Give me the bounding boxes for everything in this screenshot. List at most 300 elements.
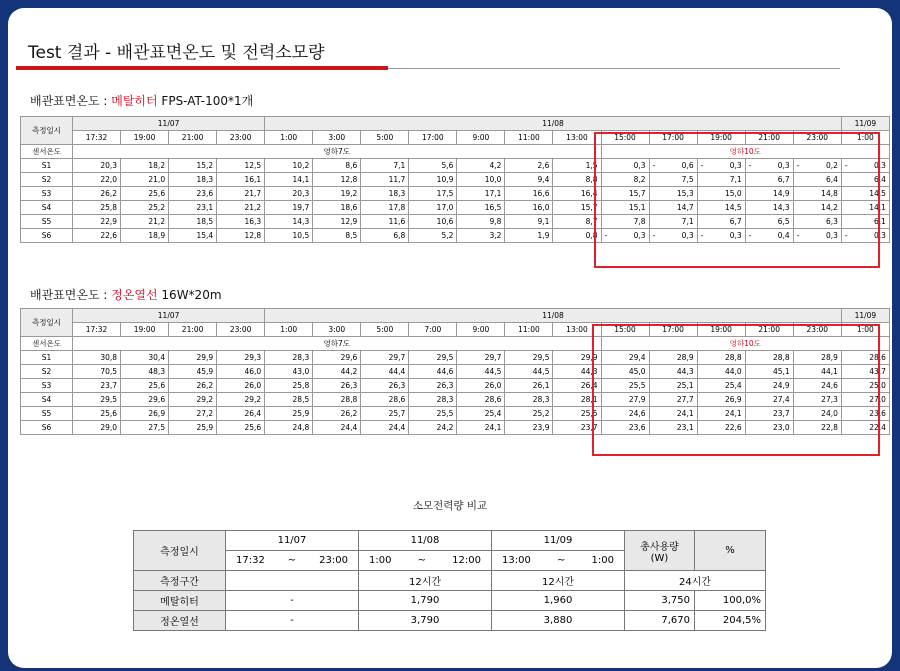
table-row bbox=[21, 187, 890, 201]
percent-header: % bbox=[695, 531, 766, 571]
data-cell: 26,1 bbox=[505, 379, 553, 393]
data-cell: 22,9 bbox=[73, 215, 121, 229]
data-cell: 46,0 bbox=[217, 365, 265, 379]
data-cell: 18,3 bbox=[169, 173, 217, 187]
data-cell: 25,2 bbox=[121, 201, 169, 215]
data-cell: 21,2 bbox=[121, 215, 169, 229]
total-label-line2: (W) bbox=[650, 552, 669, 564]
data-cell: 7,1 bbox=[361, 159, 409, 173]
data-cell: 7,5 bbox=[649, 173, 697, 187]
data-cell: 0,3 bbox=[601, 159, 649, 173]
data-cell bbox=[697, 229, 745, 243]
data-cell: 29,0 bbox=[73, 421, 121, 435]
data-cell: 28,9 bbox=[793, 351, 841, 365]
sensor-header: 센서온도 bbox=[21, 145, 73, 159]
data-cell: 44,2 bbox=[313, 365, 361, 379]
data-cell: 25,7 bbox=[361, 407, 409, 421]
slide bbox=[8, 8, 892, 668]
data-cell: 28,8 bbox=[745, 351, 793, 365]
page-title: Test 결과 - 배관표면온도 및 전력소모량 bbox=[28, 43, 325, 63]
data-cell: 15,3 bbox=[649, 187, 697, 201]
data-cell: 48,3 bbox=[121, 365, 169, 379]
time-header: 23:00 bbox=[793, 131, 841, 145]
data-cell bbox=[697, 159, 745, 173]
period-range bbox=[359, 551, 492, 571]
data-cell: 45,1 bbox=[745, 365, 793, 379]
data-cell: 20,3 bbox=[73, 159, 121, 173]
data-cell: 45,0 bbox=[601, 365, 649, 379]
data-cell: 27,2 bbox=[169, 407, 217, 421]
data-cell: 18,6 bbox=[313, 201, 361, 215]
date-header: 11/07 bbox=[73, 117, 265, 131]
data-cell: 8,2 bbox=[601, 173, 649, 187]
data-cell bbox=[601, 229, 649, 243]
cell-value: 0,2 bbox=[825, 161, 838, 170]
cell-value: 0,3 bbox=[729, 161, 742, 170]
sensor-label: S2 bbox=[21, 365, 73, 379]
minus-sign: - bbox=[604, 231, 608, 240]
data-cell: 44,4 bbox=[361, 365, 409, 379]
time-header: 17:32 bbox=[73, 131, 121, 145]
data-cell: 25,5 bbox=[601, 379, 649, 393]
heat-cable-subtitle bbox=[30, 286, 222, 303]
data-cell: 15,7 bbox=[601, 187, 649, 201]
comparison-cell: 204,5% bbox=[695, 611, 766, 631]
data-cell: 23,7 bbox=[553, 421, 601, 435]
data-cell: 28,6 bbox=[457, 393, 505, 407]
comparison-cell: - bbox=[226, 611, 359, 631]
sensor-label: S6 bbox=[21, 421, 73, 435]
data-cell: 23,6 bbox=[601, 421, 649, 435]
data-cell bbox=[841, 159, 889, 173]
period-date: 11/09 bbox=[492, 531, 625, 551]
time-header: 19:00 bbox=[697, 131, 745, 145]
data-cell: 70,5 bbox=[73, 365, 121, 379]
time-header: 1:00 bbox=[841, 131, 889, 145]
data-cell: 29,5 bbox=[73, 393, 121, 407]
data-cell: 5,6 bbox=[409, 159, 457, 173]
data-cell: 27,4 bbox=[745, 393, 793, 407]
minus-sign: - bbox=[748, 231, 752, 240]
data-cell: 28,3 bbox=[265, 351, 313, 365]
data-cell: 23,1 bbox=[169, 201, 217, 215]
data-cell: 29,2 bbox=[217, 393, 265, 407]
data-cell: 43,7 bbox=[841, 365, 889, 379]
data-cell: 21,0 bbox=[121, 173, 169, 187]
subtitle-prefix: 배관표면온도 : bbox=[30, 288, 112, 302]
data-cell: 8,6 bbox=[313, 159, 361, 173]
data-cell: 26,3 bbox=[409, 379, 457, 393]
comparison-header-label: 측정일시 bbox=[134, 531, 226, 571]
period-date: 11/08 bbox=[359, 531, 492, 551]
time-header: 3:00 bbox=[313, 323, 361, 337]
time-header: 17:00 bbox=[649, 131, 697, 145]
data-cell: 25,9 bbox=[265, 407, 313, 421]
sensor-label: S6 bbox=[21, 229, 73, 243]
period-end: 1:00 bbox=[591, 555, 614, 566]
data-cell: 21,7 bbox=[217, 187, 265, 201]
data-cell: 10,6 bbox=[409, 215, 457, 229]
sensor-label: S5 bbox=[21, 215, 73, 229]
time-header: 21:00 bbox=[169, 323, 217, 337]
data-cell: 44,3 bbox=[649, 365, 697, 379]
data-cell: 25,4 bbox=[697, 379, 745, 393]
interval-value: 12시간 bbox=[359, 571, 492, 591]
data-cell: 14,5 bbox=[697, 201, 745, 215]
data-cell: 8,8 bbox=[553, 173, 601, 187]
data-cell: 24,0 bbox=[793, 407, 841, 421]
minus-sign: - bbox=[652, 231, 656, 240]
data-cell: 16,3 bbox=[217, 215, 265, 229]
period-range bbox=[226, 551, 359, 571]
date-header: 11/09 bbox=[841, 117, 889, 131]
table-row bbox=[21, 159, 890, 173]
cell-value: 0,3 bbox=[873, 231, 886, 240]
date-header: 11/08 bbox=[265, 117, 842, 131]
data-cell: 26,3 bbox=[361, 379, 409, 393]
comparison-table bbox=[133, 530, 766, 631]
data-cell: 6,5 bbox=[745, 215, 793, 229]
heat-cable-table bbox=[20, 308, 890, 435]
data-cell: 14,1 bbox=[265, 173, 313, 187]
data-cell: 27,9 bbox=[601, 393, 649, 407]
data-cell: 29,7 bbox=[361, 351, 409, 365]
data-cell: 6,8 bbox=[361, 229, 409, 243]
minus-sign: - bbox=[796, 231, 800, 240]
data-cell: 16,1 bbox=[217, 173, 265, 187]
cell-value: 0,3 bbox=[777, 161, 790, 170]
period-start: 1:00 bbox=[369, 555, 392, 566]
interval-value: 12시간 bbox=[492, 571, 625, 591]
data-cell: 24,6 bbox=[601, 407, 649, 421]
data-cell: 11,6 bbox=[361, 215, 409, 229]
interval-value: 24시간 bbox=[625, 571, 766, 591]
period-start: 13:00 bbox=[502, 555, 531, 566]
period-range-wrap bbox=[363, 555, 487, 566]
data-cell: 17,8 bbox=[361, 201, 409, 215]
condition-right: 영하10도 bbox=[601, 337, 889, 351]
comparison-row bbox=[134, 611, 766, 631]
data-cell: 25,6 bbox=[121, 379, 169, 393]
data-cell: 14,3 bbox=[745, 201, 793, 215]
data-cell: 26,9 bbox=[697, 393, 745, 407]
time-header: 23:00 bbox=[793, 323, 841, 337]
table-row bbox=[21, 379, 890, 393]
data-cell: 5,2 bbox=[409, 229, 457, 243]
data-cell: 28,6 bbox=[361, 393, 409, 407]
row-header-label: 측정일시 bbox=[21, 309, 73, 337]
data-cell: 18,5 bbox=[169, 215, 217, 229]
comparison-cell: 3,790 bbox=[359, 611, 492, 631]
comparison-row-label: 정온열선 bbox=[134, 611, 226, 631]
metal-heater-subtitle bbox=[30, 92, 253, 109]
time-header: 21:00 bbox=[169, 131, 217, 145]
comparison-cell: 7,670 bbox=[625, 611, 695, 631]
data-cell: 18,3 bbox=[361, 187, 409, 201]
comparison-cell: 3,880 bbox=[492, 611, 625, 631]
data-cell: 15,1 bbox=[601, 201, 649, 215]
data-cell: 10,0 bbox=[457, 173, 505, 187]
data-cell bbox=[745, 229, 793, 243]
data-cell: 22,6 bbox=[73, 229, 121, 243]
data-cell: 44,5 bbox=[505, 365, 553, 379]
period-date: 11/07 bbox=[226, 531, 359, 551]
data-cell: 26,3 bbox=[313, 379, 361, 393]
data-cell: 23,9 bbox=[505, 421, 553, 435]
data-cell: 27,0 bbox=[841, 393, 889, 407]
data-cell: 29,5 bbox=[409, 351, 457, 365]
data-cell: 16,5 bbox=[457, 201, 505, 215]
data-cell: 26,2 bbox=[313, 407, 361, 421]
cell-value: 0,3 bbox=[873, 161, 886, 170]
time-header: 7:00 bbox=[409, 323, 457, 337]
data-cell: 28,5 bbox=[265, 393, 313, 407]
data-cell: 29,5 bbox=[505, 351, 553, 365]
data-cell: 15,0 bbox=[697, 187, 745, 201]
data-cell: 25,9 bbox=[169, 421, 217, 435]
data-cell: 12,5 bbox=[217, 159, 265, 173]
data-cell: 12,8 bbox=[217, 229, 265, 243]
data-cell bbox=[649, 159, 697, 173]
data-cell: 44,0 bbox=[697, 365, 745, 379]
data-cell: 25,6 bbox=[217, 421, 265, 435]
condition-left: 영하7도 bbox=[73, 145, 602, 159]
data-cell: 6,4 bbox=[793, 173, 841, 187]
time-header: 23:00 bbox=[217, 131, 265, 145]
data-cell: 29,4 bbox=[601, 351, 649, 365]
data-cell: 25,2 bbox=[505, 407, 553, 421]
data-cell: 24,4 bbox=[361, 421, 409, 435]
table-row bbox=[21, 201, 890, 215]
table-row bbox=[21, 173, 890, 187]
data-cell: 29,6 bbox=[121, 393, 169, 407]
data-cell: 14,1 bbox=[841, 201, 889, 215]
row-header-label: 측정일시 bbox=[21, 117, 73, 145]
data-cell: 16,4 bbox=[553, 187, 601, 201]
data-cell: 43,0 bbox=[265, 365, 313, 379]
comparison-title: 소모전력량 비교 bbox=[412, 500, 488, 512]
table-row bbox=[21, 351, 890, 365]
data-cell: 19,7 bbox=[265, 201, 313, 215]
metal-heater-table bbox=[20, 116, 890, 243]
period-start: 17:32 bbox=[236, 555, 265, 566]
subtitle-highlight: 메탈히터 bbox=[111, 94, 158, 108]
data-cell: 6,4 bbox=[841, 173, 889, 187]
time-header: 13:00 bbox=[553, 323, 601, 337]
period-range-wrap bbox=[230, 555, 354, 566]
data-cell: 23,7 bbox=[745, 407, 793, 421]
data-cell: 22,0 bbox=[73, 173, 121, 187]
data-cell: 28,8 bbox=[313, 393, 361, 407]
data-cell: 29,9 bbox=[553, 351, 601, 365]
data-cell: 19,2 bbox=[313, 187, 361, 201]
total-usage-header bbox=[625, 531, 695, 571]
time-header: 19:00 bbox=[697, 323, 745, 337]
time-header: 17:00 bbox=[409, 131, 457, 145]
sensor-header: 센서온도 bbox=[21, 337, 73, 351]
data-cell: 24,1 bbox=[457, 421, 505, 435]
time-header: 23:00 bbox=[217, 323, 265, 337]
data-cell: 25,1 bbox=[649, 379, 697, 393]
period-end: 12:00 bbox=[452, 555, 481, 566]
period-end: 23:00 bbox=[319, 555, 348, 566]
data-cell: 10,5 bbox=[265, 229, 313, 243]
data-cell: 12,9 bbox=[313, 215, 361, 229]
time-header: 21:00 bbox=[745, 323, 793, 337]
table-row bbox=[21, 421, 890, 435]
data-cell: 2,6 bbox=[505, 159, 553, 173]
data-cell: 17,5 bbox=[409, 187, 457, 201]
data-cell: 26,4 bbox=[553, 379, 601, 393]
time-header: 9:00 bbox=[457, 323, 505, 337]
data-cell: 8,5 bbox=[313, 229, 361, 243]
data-cell: 7,1 bbox=[649, 215, 697, 229]
comparison-cell: 3,750 bbox=[625, 591, 695, 611]
data-cell: 24,9 bbox=[745, 379, 793, 393]
data-cell: 28,6 bbox=[841, 351, 889, 365]
date-header: 11/09 bbox=[841, 309, 889, 323]
data-cell: 29,3 bbox=[217, 351, 265, 365]
data-cell: 25,8 bbox=[265, 379, 313, 393]
data-cell: 14,8 bbox=[793, 187, 841, 201]
minus-sign: - bbox=[844, 231, 848, 240]
comparison-cell: 1,790 bbox=[359, 591, 492, 611]
time-header: 5:00 bbox=[361, 323, 409, 337]
time-header: 9:00 bbox=[457, 131, 505, 145]
data-cell: 17,1 bbox=[457, 187, 505, 201]
data-cell: 44,6 bbox=[409, 365, 457, 379]
subtitle-suffix: FPS-AT-100*1개 bbox=[157, 94, 254, 108]
data-cell: 25,6 bbox=[121, 187, 169, 201]
time-header: 1:00 bbox=[841, 323, 889, 337]
data-cell: 28,8 bbox=[697, 351, 745, 365]
minus-sign: - bbox=[748, 161, 752, 170]
data-cell: 29,9 bbox=[169, 351, 217, 365]
data-cell: 9,8 bbox=[457, 215, 505, 229]
sensor-label: S3 bbox=[21, 187, 73, 201]
data-cell: 6,3 bbox=[793, 215, 841, 229]
data-cell: 18,2 bbox=[121, 159, 169, 173]
period-tilde: ~ bbox=[417, 555, 427, 566]
time-header: 5:00 bbox=[361, 131, 409, 145]
data-cell: 4,2 bbox=[457, 159, 505, 173]
time-header: 21:00 bbox=[745, 131, 793, 145]
condition-left: 영하7도 bbox=[73, 337, 602, 351]
data-cell: 15,2 bbox=[169, 159, 217, 173]
table-row bbox=[21, 215, 890, 229]
time-header: 15:00 bbox=[601, 323, 649, 337]
data-cell: 29,6 bbox=[313, 351, 361, 365]
sensor-label: S1 bbox=[21, 159, 73, 173]
title-underline-gray bbox=[388, 68, 840, 69]
data-cell: 44,5 bbox=[457, 365, 505, 379]
data-cell: 23,6 bbox=[841, 407, 889, 421]
data-cell: 26,4 bbox=[217, 407, 265, 421]
minus-sign: - bbox=[844, 161, 848, 170]
time-header: 17:00 bbox=[649, 323, 697, 337]
sensor-label: S4 bbox=[21, 393, 73, 407]
data-cell: 25,0 bbox=[841, 379, 889, 393]
data-cell: 25,8 bbox=[73, 201, 121, 215]
period-range bbox=[492, 551, 625, 571]
data-cell: 1,9 bbox=[505, 229, 553, 243]
data-cell: 20,3 bbox=[265, 187, 313, 201]
data-cell: 7,1 bbox=[697, 173, 745, 187]
data-cell: 28,3 bbox=[505, 393, 553, 407]
data-cell: 14,7 bbox=[649, 201, 697, 215]
cell-value: 0,6 bbox=[681, 161, 694, 170]
data-cell: 11,7 bbox=[361, 173, 409, 187]
condition-right: 영하10도 bbox=[601, 145, 889, 159]
sensor-label: S3 bbox=[21, 379, 73, 393]
data-cell: 29,7 bbox=[457, 351, 505, 365]
comparison-row bbox=[134, 591, 766, 611]
total-label-line1: 총사용량 bbox=[640, 541, 679, 553]
data-cell: 28,3 bbox=[409, 393, 457, 407]
comparison-cell: 100,0% bbox=[695, 591, 766, 611]
data-cell: 23,7 bbox=[73, 379, 121, 393]
data-cell: 17,0 bbox=[409, 201, 457, 215]
data-cell: 6,7 bbox=[745, 173, 793, 187]
cell-value: 0,3 bbox=[825, 231, 838, 240]
title-underline-red bbox=[16, 66, 388, 70]
data-cell: 23,0 bbox=[745, 421, 793, 435]
table-row bbox=[21, 407, 890, 421]
time-header: 3:00 bbox=[313, 131, 361, 145]
minus-sign: - bbox=[700, 231, 704, 240]
data-cell: 24,1 bbox=[697, 407, 745, 421]
data-cell bbox=[649, 229, 697, 243]
data-cell bbox=[793, 159, 841, 173]
data-cell: 14,3 bbox=[265, 215, 313, 229]
data-cell: 44,3 bbox=[553, 365, 601, 379]
time-header: 11:00 bbox=[505, 131, 553, 145]
date-header: 11/07 bbox=[73, 309, 265, 323]
data-cell: 14,2 bbox=[793, 201, 841, 215]
period-tilde: ~ bbox=[287, 555, 297, 566]
data-cell: 27,7 bbox=[649, 393, 697, 407]
data-cell: 15,7 bbox=[553, 201, 601, 215]
minus-sign: - bbox=[796, 161, 800, 170]
data-cell bbox=[745, 159, 793, 173]
data-cell: 24,6 bbox=[793, 379, 841, 393]
time-header: 1:00 bbox=[265, 131, 313, 145]
data-cell: 8,7 bbox=[553, 215, 601, 229]
interval-label: 측정구간 bbox=[134, 571, 226, 591]
data-cell: 22,8 bbox=[793, 421, 841, 435]
time-header: 17:32 bbox=[73, 323, 121, 337]
data-cell: 26,9 bbox=[121, 407, 169, 421]
sensor-label: S4 bbox=[21, 201, 73, 215]
data-cell: 24,8 bbox=[265, 421, 313, 435]
data-cell: 27,3 bbox=[793, 393, 841, 407]
sensor-label: S1 bbox=[21, 351, 73, 365]
data-cell: 23,1 bbox=[649, 421, 697, 435]
data-cell: 26,2 bbox=[73, 187, 121, 201]
time-header: 19:00 bbox=[121, 323, 169, 337]
data-cell: 1,5 bbox=[553, 159, 601, 173]
data-cell: 0,8 bbox=[553, 229, 601, 243]
interval-value bbox=[226, 571, 359, 591]
cell-value: 0,3 bbox=[681, 231, 694, 240]
subtitle-highlight: 정온열선 bbox=[111, 288, 158, 302]
data-cell: 27,5 bbox=[121, 421, 169, 435]
data-cell: 10,9 bbox=[409, 173, 457, 187]
time-header: 1:00 bbox=[265, 323, 313, 337]
data-cell: 14,5 bbox=[841, 187, 889, 201]
cell-value: 0,4 bbox=[777, 231, 790, 240]
sensor-label: S2 bbox=[21, 173, 73, 187]
